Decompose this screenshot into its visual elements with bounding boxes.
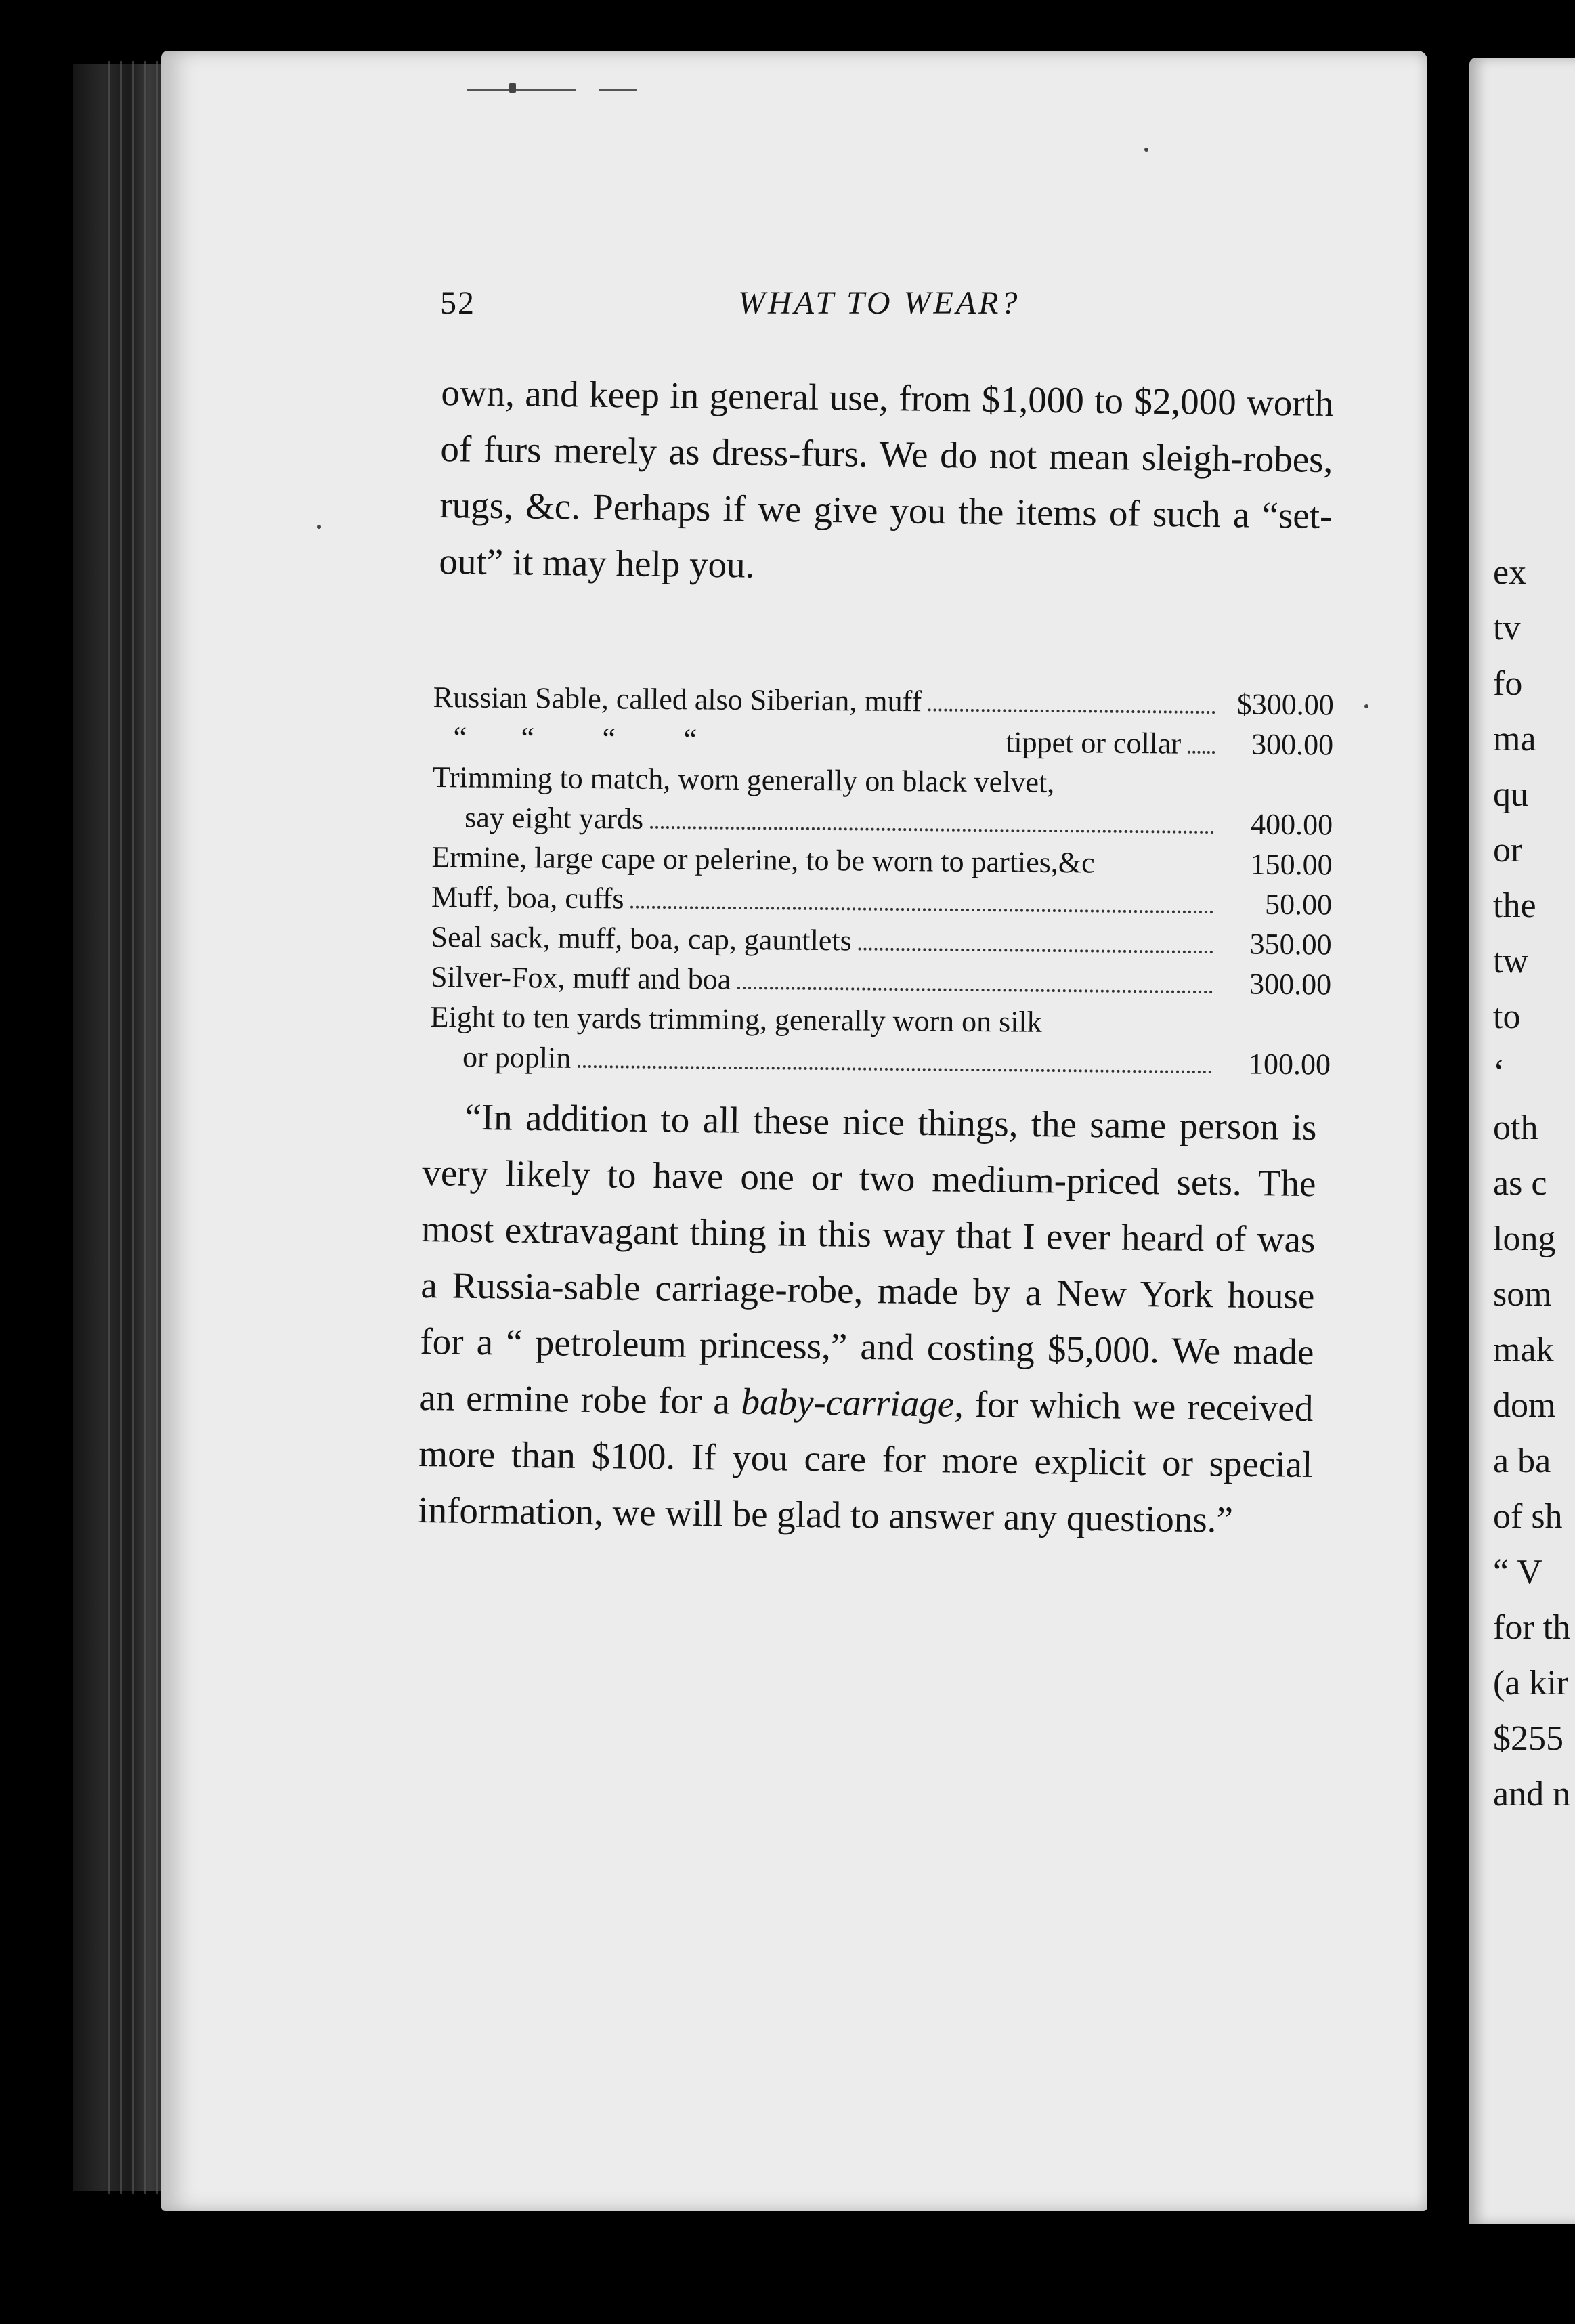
quote-text: “In addition to all these nice things, the same person is very likely to have one or two medium-priced sets. The most extravagant thing in this way that I ever heard of was a Russia-sable carriage-robe, made by a New York house for a “ petroleum princess,” and costing $5,000. We made an ermine robe for a bbox=[419, 1096, 1317, 1422]
facing-fragment: $255 bbox=[1493, 1719, 1563, 1758]
quote-text: for which we received more than $100. If you care for more explicit or special information, we will be glad to answer any questions.” bbox=[418, 1383, 1314, 1541]
facing-fragment: oth bbox=[1493, 1109, 1538, 1147]
dot-leader bbox=[650, 826, 1214, 834]
page-stack-lines bbox=[102, 61, 169, 2194]
facing-fragment: ex bbox=[1493, 553, 1527, 592]
facing-fragment: as c bbox=[1493, 1164, 1547, 1203]
printer-mark bbox=[467, 87, 637, 93]
item-description: Russian Sable, called also Siberian, muff bbox=[433, 680, 922, 718]
facing-fragment: (a kir bbox=[1493, 1664, 1569, 1702]
item-description: say eight yards bbox=[464, 800, 644, 836]
item-price: 350.00 bbox=[1249, 927, 1332, 962]
ditto-mark: “ bbox=[683, 723, 697, 756]
item-description: Silver-Fox, muff and boa bbox=[430, 960, 731, 996]
running-head bbox=[440, 284, 1083, 332]
facing-fragment: tv bbox=[1493, 609, 1521, 647]
facing-fragment: and n bbox=[1493, 1775, 1571, 1813]
item-description bbox=[433, 717, 731, 760]
paragraph-intro: own, and keep in general use, from $1,000 to $2,000 worth of furs merely as dress-furs. We do not mean sleigh-robes, rugs, &c. Perhaps if we give you the items of such a “set-out” it may help you. bbox=[439, 371, 1334, 586]
facing-fragment: or bbox=[1493, 831, 1523, 869]
paragraph-quote bbox=[418, 1088, 1317, 1549]
item-price: 300.00 bbox=[1251, 727, 1334, 762]
item-description: Muff, boa, cuffs bbox=[431, 880, 624, 916]
item-description: Seal sack, muff, boa, cap, gauntlets bbox=[431, 920, 852, 957]
dot-leader bbox=[578, 1065, 1212, 1073]
item-price: $300.00 bbox=[1236, 687, 1334, 722]
item-price: 100.00 bbox=[1248, 1047, 1331, 1081]
facing-fragment: of sh bbox=[1493, 1497, 1563, 1536]
dot-leader bbox=[1188, 751, 1215, 754]
item-price: 400.00 bbox=[1250, 807, 1333, 842]
ditto-mark: “ bbox=[602, 722, 616, 756]
item-description: Ermine, large cape or pelerine, to be worn to parties,&c bbox=[431, 840, 1095, 880]
facing-fragment: tw bbox=[1493, 942, 1528, 981]
ditto-mark: “ bbox=[453, 720, 467, 754]
facing-page-text bbox=[1493, 545, 1570, 1822]
facing-fragment: dom bbox=[1493, 1386, 1556, 1425]
item-description: Eight to ten yards trimming, generally worn on silk bbox=[430, 999, 1042, 1039]
paper-speck bbox=[1364, 704, 1368, 708]
facing-fragment: mak bbox=[1493, 1331, 1554, 1369]
dot-leader bbox=[928, 708, 1215, 714]
running-title: WHAT TO WEAR? bbox=[738, 285, 1020, 321]
item-description: or poplin bbox=[462, 1040, 571, 1075]
dot-leader bbox=[630, 906, 1213, 914]
page-number: 52 bbox=[440, 285, 475, 321]
item-price: 50.00 bbox=[1264, 887, 1333, 922]
item-description: Trimming to match, worn generally on black velvet, bbox=[432, 760, 1055, 800]
item-price: 150.00 bbox=[1250, 847, 1333, 882]
paper-speck bbox=[317, 525, 321, 529]
facing-fragment: a ba bbox=[1493, 1442, 1551, 1480]
dot-leader bbox=[737, 987, 1213, 993]
item-description: tippet or collar bbox=[1005, 725, 1182, 760]
facing-fragment: som bbox=[1493, 1275, 1552, 1314]
dot-leader bbox=[859, 947, 1213, 953]
facing-fragment: the bbox=[1493, 886, 1536, 925]
facing-fragment: to bbox=[1493, 997, 1521, 1036]
quote-emphasis: baby-carriage, bbox=[741, 1380, 964, 1425]
paper-speck bbox=[1144, 148, 1148, 152]
facing-fragment: long bbox=[1493, 1220, 1556, 1258]
facing-fragment: ‘ bbox=[1493, 1053, 1505, 1092]
facing-fragment: “ V bbox=[1493, 1553, 1542, 1591]
facing-fragment: for th bbox=[1493, 1608, 1571, 1647]
fur-price-list bbox=[430, 677, 1334, 1085]
facing-fragment: qu bbox=[1493, 775, 1528, 814]
facing-fragment: ma bbox=[1493, 720, 1536, 758]
facing-fragment: fo bbox=[1493, 664, 1523, 703]
list-item bbox=[430, 1037, 1331, 1085]
ditto-mark: “ bbox=[521, 721, 535, 755]
item-price: 300.00 bbox=[1249, 967, 1332, 1002]
